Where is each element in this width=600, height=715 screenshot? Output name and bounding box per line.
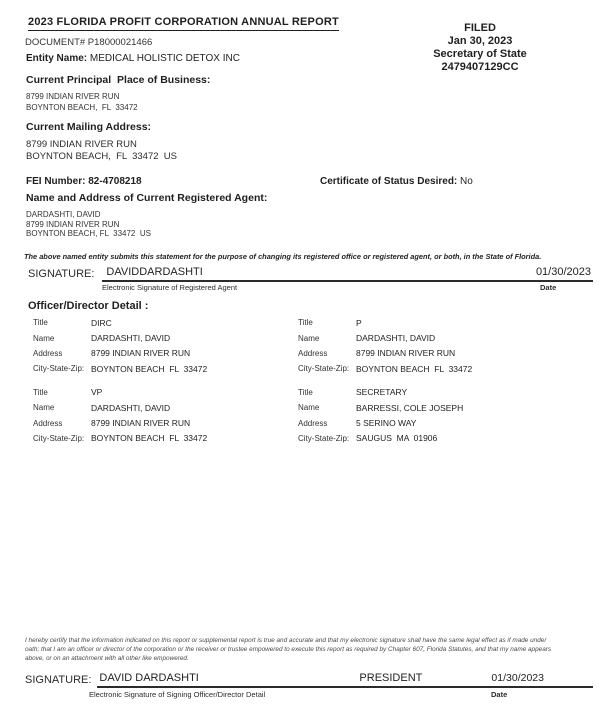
officer-name-row <box>33 400 298 415</box>
officer-block-2 <box>298 315 593 377</box>
agent-signature-captions <box>96 283 593 295</box>
officer-title: DIRC <box>91 317 112 328</box>
officer-csz: BOYNTON BEACH FL 33472 <box>91 363 208 374</box>
officer-csz: BOYNTON BEACH FL 33472 <box>356 363 473 374</box>
officer-signature-line <box>97 669 593 688</box>
fei-row <box>26 176 593 187</box>
filed-stamp-line: FILED <box>464 22 496 34</box>
certification-line: I hereby certify that the information indicated on this report or supplemental report is true and accurate and that my electronic signature shall have the same legal effect as if made under <box>25 637 547 644</box>
address-line: 8799 INDIAN RIVER RUN <box>26 92 120 101</box>
mailing-address-label: Current Mailing Address: <box>26 121 152 133</box>
agent-signature-value: DAVIDDARDASHTI <box>106 266 203 278</box>
agent-signature-label: SIGNATURE: <box>28 268 95 280</box>
officer-csz-row <box>298 361 593 376</box>
officer-name: DARDASHTI, DAVID <box>91 402 171 413</box>
officer-address-row <box>298 346 593 361</box>
fei-label: FEI Number: <box>26 176 86 187</box>
entity-name-label: Entity Name: <box>26 53 88 64</box>
officer-name-row <box>298 400 593 415</box>
title-label: Title <box>33 318 48 328</box>
officer-csz-row <box>33 431 298 446</box>
officer-signature-caption: Electronic Signature of Signing Officer/Director Detail <box>89 690 266 700</box>
officer-address-row <box>298 415 593 430</box>
officer-block-3 <box>33 385 298 447</box>
officer-block-4 <box>298 385 593 447</box>
address-label: Address <box>298 418 328 428</box>
title-label: Title <box>298 318 313 328</box>
officer-address-row <box>33 415 298 430</box>
officer-csz: BOYNTON BEACH FL 33472 <box>91 433 208 444</box>
agent-signature-caption: Electronic Signature of Registered Agent <box>102 283 238 292</box>
report-title: 2023 FLORIDA PROFIT CORPORATION ANNUAL REPORT <box>28 16 339 31</box>
officer-name: BARRESSI, COLE JOSEPH <box>356 402 464 413</box>
csz-label: City-State-Zip: <box>33 364 85 374</box>
mailing-address-section <box>26 121 177 162</box>
certificate-value: No <box>460 176 473 187</box>
principal-address-section <box>26 74 210 113</box>
certification-line: above, or on an attachment with all other like empowered. <box>25 654 189 662</box>
agent-signature-row <box>28 263 593 282</box>
agent-signature-date: 01/30/2023 <box>535 266 591 278</box>
title-label: Title <box>33 387 48 397</box>
officer-signature-value: DAVID DARDASHTI <box>99 672 199 685</box>
officer-title-row <box>298 315 593 330</box>
name-label: Name <box>298 333 320 343</box>
address-line: BOYNTON BEACH, FL 33472 <box>26 102 138 112</box>
entity-name-row <box>26 53 240 64</box>
name-label: Name <box>298 403 320 413</box>
certification-section <box>25 637 593 702</box>
registered-agent-label: Name and Address of Current Registered Agent: <box>26 192 268 204</box>
principal-address-label: Current Principal Place of Business: <box>26 74 211 86</box>
mailing-address-lines <box>26 139 177 162</box>
certificate-of-status <box>320 176 473 187</box>
officer-signature-label: SIGNATURE: <box>25 674 92 687</box>
officer-name-row <box>298 330 593 345</box>
name-label: Name <box>33 403 55 413</box>
officer-name: DARDASHTI, DAVID <box>356 333 436 344</box>
address-label: Address <box>33 418 63 428</box>
officer-title: VP <box>91 387 103 398</box>
officer-title: P <box>356 317 362 328</box>
officer-title-row <box>33 315 298 330</box>
officer-csz-row <box>298 431 593 446</box>
fei-value: 82-4708218 <box>88 176 142 187</box>
officer-address-row <box>33 346 298 361</box>
csz-label: City-State-Zip: <box>298 433 350 443</box>
officer-signature-captions <box>25 690 593 702</box>
officer-detail-grid <box>33 315 593 446</box>
officer-block-1 <box>33 315 298 377</box>
officer-name-row <box>33 330 298 345</box>
officer-title-row <box>298 385 593 400</box>
filed-stamp-date: Jan 30, 2023 <box>447 35 513 47</box>
officer-signature-title: PRESIDENT <box>359 672 423 685</box>
fei-number <box>26 176 142 187</box>
entity-name-value: MEDICAL HOLISTIC DETOX INC <box>89 53 240 64</box>
officer-address: 8799 INDIAN RIVER RUN <box>91 348 191 359</box>
address-line: 8799 INDIAN RIVER RUN <box>26 139 137 150</box>
filed-stamp <box>400 22 560 74</box>
agent-name: DARDASHTI, DAVID <box>26 210 101 219</box>
agent-date-caption: Date <box>540 283 557 292</box>
registered-agent-block <box>26 210 151 239</box>
officer-csz-row <box>33 361 298 376</box>
officer-date-caption: Date <box>491 690 508 700</box>
principal-address-lines <box>26 92 210 113</box>
agent-address: 8799 INDIAN RIVER RUN <box>26 219 120 229</box>
filed-stamp-office: Secretary of State <box>433 48 527 60</box>
officer-signature-date: 01/30/2023 <box>491 672 544 685</box>
csz-label: City-State-Zip: <box>298 364 350 374</box>
officer-title: SECRETARY <box>356 387 408 398</box>
name-label: Name <box>33 333 55 343</box>
address-label: Address <box>33 348 63 358</box>
filed-stamp-number: 2479407129CC <box>441 61 519 73</box>
document-number: DOCUMENT# P18000021466 <box>25 37 153 48</box>
officer-csz: SAUGUS MA 01906 <box>356 433 438 444</box>
address-line: BOYNTON BEACH, FL 33472 US <box>26 150 177 162</box>
certification-text <box>25 637 593 663</box>
officer-address: 8799 INDIAN RIVER RUN <box>91 418 191 429</box>
officer-title-row <box>33 385 298 400</box>
officer-detail-heading: Officer/Director Detail : <box>28 300 149 312</box>
title-label: Title <box>298 387 313 397</box>
certification-line: oath; that I am an officer or director of the corporation or the receiver or trustee empowered to execute this report as required by Chapter 607, Florida Statutes, and that my name appears <box>25 645 552 653</box>
agent-statement: The above named entity submits this statement for the purpose of changing its registered office or registered agent, or both, in the State of Florida. <box>24 252 542 261</box>
officer-address: 5 SERINO WAY <box>356 418 417 429</box>
csz-label: City-State-Zip: <box>33 433 85 443</box>
agent-signature-line <box>102 263 593 282</box>
certificate-label: Certificate of Status Desired: <box>320 176 458 187</box>
address-label: Address <box>298 348 328 358</box>
agent-city-state-zip: BOYNTON BEACH, FL 33472 US <box>26 229 151 238</box>
officer-address: 8799 INDIAN RIVER RUN <box>356 348 456 359</box>
officer-name: DARDASHTI, DAVID <box>91 333 171 344</box>
officer-signature-row <box>25 669 593 688</box>
